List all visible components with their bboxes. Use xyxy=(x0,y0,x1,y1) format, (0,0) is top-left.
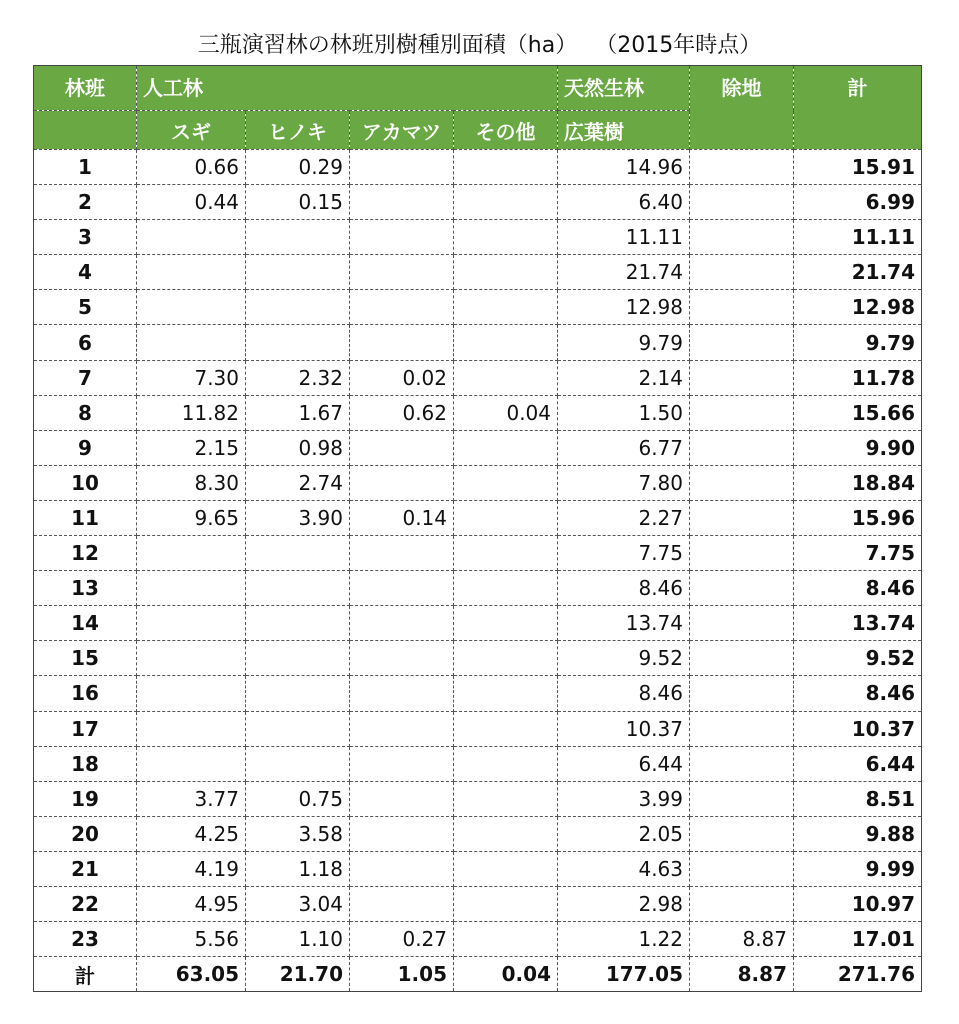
cell-akamatsu: 1.05 xyxy=(350,957,454,992)
cell-akamatsu xyxy=(350,606,454,641)
cell-sonota xyxy=(454,571,558,606)
cell-sugi: 9.65 xyxy=(137,500,246,535)
cell-hinoki xyxy=(246,255,350,290)
cell-sugi xyxy=(137,290,246,325)
cell-kouyoju: 2.14 xyxy=(558,360,690,395)
cell-hinoki xyxy=(246,676,350,711)
cell-akamatsu xyxy=(350,430,454,465)
cell-akamatsu xyxy=(350,781,454,816)
cell-sonota xyxy=(454,886,558,921)
table-body xyxy=(34,150,922,992)
cell-akamatsu xyxy=(350,220,454,255)
cell-sugi xyxy=(137,536,246,571)
cell-akamatsu: 0.62 xyxy=(350,395,454,430)
cell-han: 18 xyxy=(34,746,137,781)
table-row xyxy=(34,816,922,851)
cell-joji xyxy=(690,571,794,606)
cell-kouyoju: 1.22 xyxy=(558,922,690,957)
table-row xyxy=(34,781,922,816)
cell-total: 12.98 xyxy=(794,290,922,325)
cell-sugi xyxy=(137,676,246,711)
cell-total: 21.74 xyxy=(794,255,922,290)
cell-han: 7 xyxy=(34,360,137,395)
cell-kouyoju: 2.98 xyxy=(558,886,690,921)
cell-sonota xyxy=(454,360,558,395)
cell-hinoki xyxy=(246,641,350,676)
cell-sugi: 7.30 xyxy=(137,360,246,395)
cell-sonota: 0.04 xyxy=(454,395,558,430)
table-row xyxy=(34,886,922,921)
cell-hinoki: 3.04 xyxy=(246,886,350,921)
header-kouyoju: 広葉樹 xyxy=(558,111,690,150)
cell-akamatsu: 0.27 xyxy=(350,922,454,957)
cell-hinoki: 21.70 xyxy=(246,957,350,992)
cell-hinoki: 1.18 xyxy=(246,851,350,886)
cell-han: 4 xyxy=(34,255,137,290)
cell-joji xyxy=(690,395,794,430)
cell-total: 7.75 xyxy=(794,536,922,571)
cell-hinoki xyxy=(246,325,350,360)
cell-joji xyxy=(690,746,794,781)
header-joji: 除地 xyxy=(690,66,794,150)
table-row xyxy=(34,220,922,255)
header-sonota: その他 xyxy=(454,111,558,150)
cell-han: 8 xyxy=(34,395,137,430)
cell-total: 10.97 xyxy=(794,886,922,921)
table-row xyxy=(34,395,922,430)
cell-sugi: 5.56 xyxy=(137,922,246,957)
cell-total: 8.51 xyxy=(794,781,922,816)
cell-hinoki xyxy=(246,606,350,641)
cell-han: 22 xyxy=(34,886,137,921)
table-row xyxy=(34,290,922,325)
cell-sugi: 0.66 xyxy=(137,150,246,185)
cell-sugi: 2.15 xyxy=(137,430,246,465)
cell-han: 20 xyxy=(34,816,137,851)
cell-hinoki: 0.75 xyxy=(246,781,350,816)
cell-sugi xyxy=(137,571,246,606)
header-jinkou: 人工林 xyxy=(137,66,558,111)
cell-sonota xyxy=(454,430,558,465)
cell-total: 9.52 xyxy=(794,641,922,676)
cell-sonota: 0.04 xyxy=(454,957,558,992)
cell-total: 11.11 xyxy=(794,220,922,255)
cell-total: 6.99 xyxy=(794,185,922,220)
cell-sugi xyxy=(137,746,246,781)
cell-total: 9.99 xyxy=(794,851,922,886)
cell-total: 8.46 xyxy=(794,571,922,606)
cell-akamatsu xyxy=(350,851,454,886)
cell-han: 9 xyxy=(34,430,137,465)
cell-joji xyxy=(690,430,794,465)
table-row xyxy=(34,185,922,220)
cell-akamatsu xyxy=(350,746,454,781)
cell-akamatsu xyxy=(350,325,454,360)
table-row xyxy=(34,360,922,395)
cell-joji: 8.87 xyxy=(690,957,794,992)
cell-total: 10.37 xyxy=(794,711,922,746)
cell-sonota xyxy=(454,220,558,255)
cell-joji xyxy=(690,676,794,711)
table-row xyxy=(34,430,922,465)
cell-akamatsu xyxy=(350,816,454,851)
table-row xyxy=(34,571,922,606)
cell-han: 19 xyxy=(34,781,137,816)
cell-total: 17.01 xyxy=(794,922,922,957)
cell-akamatsu xyxy=(350,641,454,676)
header-sugi: スギ xyxy=(137,111,246,150)
cell-joji xyxy=(690,150,794,185)
cell-total: 15.91 xyxy=(794,150,922,185)
cell-sonota xyxy=(454,500,558,535)
cell-hinoki xyxy=(246,746,350,781)
cell-joji xyxy=(690,711,794,746)
cell-sonota xyxy=(454,465,558,500)
cell-total: 6.44 xyxy=(794,746,922,781)
cell-total: 9.79 xyxy=(794,325,922,360)
table-row xyxy=(34,746,922,781)
cell-sonota xyxy=(454,606,558,641)
cell-kouyoju: 10.37 xyxy=(558,711,690,746)
table-row xyxy=(34,606,922,641)
cell-han: 6 xyxy=(34,325,137,360)
cell-hinoki: 0.15 xyxy=(246,185,350,220)
cell-joji xyxy=(690,500,794,535)
cell-akamatsu xyxy=(350,465,454,500)
table-row xyxy=(34,325,922,360)
cell-sugi xyxy=(137,711,246,746)
cell-sugi: 4.19 xyxy=(137,851,246,886)
cell-hinoki xyxy=(246,571,350,606)
cell-akamatsu xyxy=(350,185,454,220)
cell-sugi: 11.82 xyxy=(137,395,246,430)
table-row xyxy=(34,676,922,711)
cell-hinoki: 0.29 xyxy=(246,150,350,185)
table-row xyxy=(34,536,922,571)
cell-hinoki xyxy=(246,290,350,325)
cell-akamatsu: 0.14 xyxy=(350,500,454,535)
cell-joji xyxy=(690,465,794,500)
cell-akamatsu xyxy=(350,536,454,571)
cell-kouyoju: 7.75 xyxy=(558,536,690,571)
cell-sonota xyxy=(454,676,558,711)
cell-hinoki xyxy=(246,220,350,255)
cell-kouyoju: 7.80 xyxy=(558,465,690,500)
cell-hinoki: 0.98 xyxy=(246,430,350,465)
cell-sonota xyxy=(454,536,558,571)
cell-sonota xyxy=(454,325,558,360)
cell-han: 14 xyxy=(34,606,137,641)
cell-joji xyxy=(690,606,794,641)
cell-joji xyxy=(690,851,794,886)
cell-hinoki: 2.74 xyxy=(246,465,350,500)
forest-area-table xyxy=(33,65,922,992)
cell-han: 17 xyxy=(34,711,137,746)
cell-han: 16 xyxy=(34,676,137,711)
page-title: 三瓶演習林の林班別樹種別面積（ha） （2015年時点） xyxy=(197,33,762,58)
cell-kouyoju: 13.74 xyxy=(558,606,690,641)
cell-kouyoju: 9.79 xyxy=(558,325,690,360)
cell-sugi: 4.95 xyxy=(137,886,246,921)
cell-sonota xyxy=(454,150,558,185)
cell-sugi: 3.77 xyxy=(137,781,246,816)
table-row xyxy=(34,922,922,957)
cell-sugi xyxy=(137,220,246,255)
header-kei: 計 xyxy=(794,66,922,150)
cell-joji xyxy=(690,220,794,255)
cell-sonota xyxy=(454,746,558,781)
cell-kouyoju: 177.05 xyxy=(558,957,690,992)
cell-akamatsu xyxy=(350,255,454,290)
cell-sonota xyxy=(454,851,558,886)
cell-hinoki: 3.58 xyxy=(246,816,350,851)
cell-sonota xyxy=(454,641,558,676)
cell-sonota xyxy=(454,922,558,957)
cell-sonota xyxy=(454,711,558,746)
cell-joji xyxy=(690,255,794,290)
cell-joji xyxy=(690,290,794,325)
cell-total: 9.88 xyxy=(794,816,922,851)
cell-hinoki xyxy=(246,536,350,571)
cell-joji: 8.87 xyxy=(690,922,794,957)
header-tennen: 天然生林 xyxy=(558,66,690,111)
cell-sonota xyxy=(454,816,558,851)
cell-kouyoju: 6.44 xyxy=(558,746,690,781)
cell-kouyoju: 1.50 xyxy=(558,395,690,430)
cell-sugi xyxy=(137,606,246,641)
cell-han: 11 xyxy=(34,500,137,535)
table-row xyxy=(34,150,922,185)
cell-kouyoju: 6.77 xyxy=(558,430,690,465)
table-row xyxy=(34,500,922,535)
cell-han: 21 xyxy=(34,851,137,886)
table-row xyxy=(34,711,922,746)
cell-sonota xyxy=(454,185,558,220)
table-row xyxy=(34,851,922,886)
cell-joji xyxy=(690,781,794,816)
cell-han: 1 xyxy=(34,150,137,185)
cell-kouyoju: 8.46 xyxy=(558,676,690,711)
cell-total: 11.78 xyxy=(794,360,922,395)
cell-akamatsu xyxy=(350,886,454,921)
cell-joji xyxy=(690,325,794,360)
cell-sugi xyxy=(137,255,246,290)
cell-kouyoju: 8.46 xyxy=(558,571,690,606)
cell-han: 23 xyxy=(34,922,137,957)
cell-total: 13.74 xyxy=(794,606,922,641)
cell-han: 5 xyxy=(34,290,137,325)
cell-kouyoju: 2.05 xyxy=(558,816,690,851)
cell-han: 計 xyxy=(34,957,137,992)
table-header xyxy=(34,66,922,150)
cell-hinoki: 1.10 xyxy=(246,922,350,957)
header-hinoki: ヒノキ xyxy=(246,111,350,150)
table-row-total xyxy=(34,957,922,992)
cell-akamatsu xyxy=(350,290,454,325)
cell-kouyoju: 2.27 xyxy=(558,500,690,535)
cell-total: 18.84 xyxy=(794,465,922,500)
cell-total: 15.96 xyxy=(794,500,922,535)
cell-kouyoju: 6.40 xyxy=(558,185,690,220)
cell-hinoki: 1.67 xyxy=(246,395,350,430)
cell-kouyoju: 11.11 xyxy=(558,220,690,255)
cell-akamatsu xyxy=(350,571,454,606)
cell-joji xyxy=(690,886,794,921)
cell-kouyoju: 4.63 xyxy=(558,851,690,886)
cell-han: 10 xyxy=(34,465,137,500)
cell-sugi: 4.25 xyxy=(137,816,246,851)
cell-akamatsu: 0.02 xyxy=(350,360,454,395)
cell-akamatsu xyxy=(350,711,454,746)
cell-total: 9.90 xyxy=(794,430,922,465)
cell-joji xyxy=(690,360,794,395)
header-rinpan-blank xyxy=(34,111,137,150)
cell-hinoki: 3.90 xyxy=(246,500,350,535)
cell-sonota xyxy=(454,781,558,816)
cell-kouyoju: 14.96 xyxy=(558,150,690,185)
cell-kouyoju: 21.74 xyxy=(558,255,690,290)
table-row xyxy=(34,641,922,676)
cell-akamatsu xyxy=(350,676,454,711)
cell-sonota xyxy=(454,255,558,290)
cell-kouyoju: 9.52 xyxy=(558,641,690,676)
cell-joji xyxy=(690,816,794,851)
cell-akamatsu xyxy=(350,150,454,185)
cell-total: 271.76 xyxy=(794,957,922,992)
cell-sugi xyxy=(137,325,246,360)
cell-joji xyxy=(690,536,794,571)
cell-han: 15 xyxy=(34,641,137,676)
cell-hinoki: 2.32 xyxy=(246,360,350,395)
cell-joji xyxy=(690,185,794,220)
cell-kouyoju: 3.99 xyxy=(558,781,690,816)
header-akamatsu: アカマツ xyxy=(350,111,454,150)
cell-hinoki xyxy=(246,711,350,746)
cell-total: 8.46 xyxy=(794,676,922,711)
cell-joji xyxy=(690,641,794,676)
cell-han: 12 xyxy=(34,536,137,571)
cell-sugi: 0.44 xyxy=(137,185,246,220)
cell-sugi: 8.30 xyxy=(137,465,246,500)
cell-sugi: 63.05 xyxy=(137,957,246,992)
table-row xyxy=(34,465,922,500)
header-rinpan: 林班 xyxy=(34,66,137,111)
cell-sonota xyxy=(454,290,558,325)
cell-sugi xyxy=(137,641,246,676)
cell-kouyoju: 12.98 xyxy=(558,290,690,325)
cell-han: 13 xyxy=(34,571,137,606)
cell-han: 3 xyxy=(34,220,137,255)
cell-han: 2 xyxy=(34,185,137,220)
table-row xyxy=(34,255,922,290)
cell-total: 15.66 xyxy=(794,395,922,430)
